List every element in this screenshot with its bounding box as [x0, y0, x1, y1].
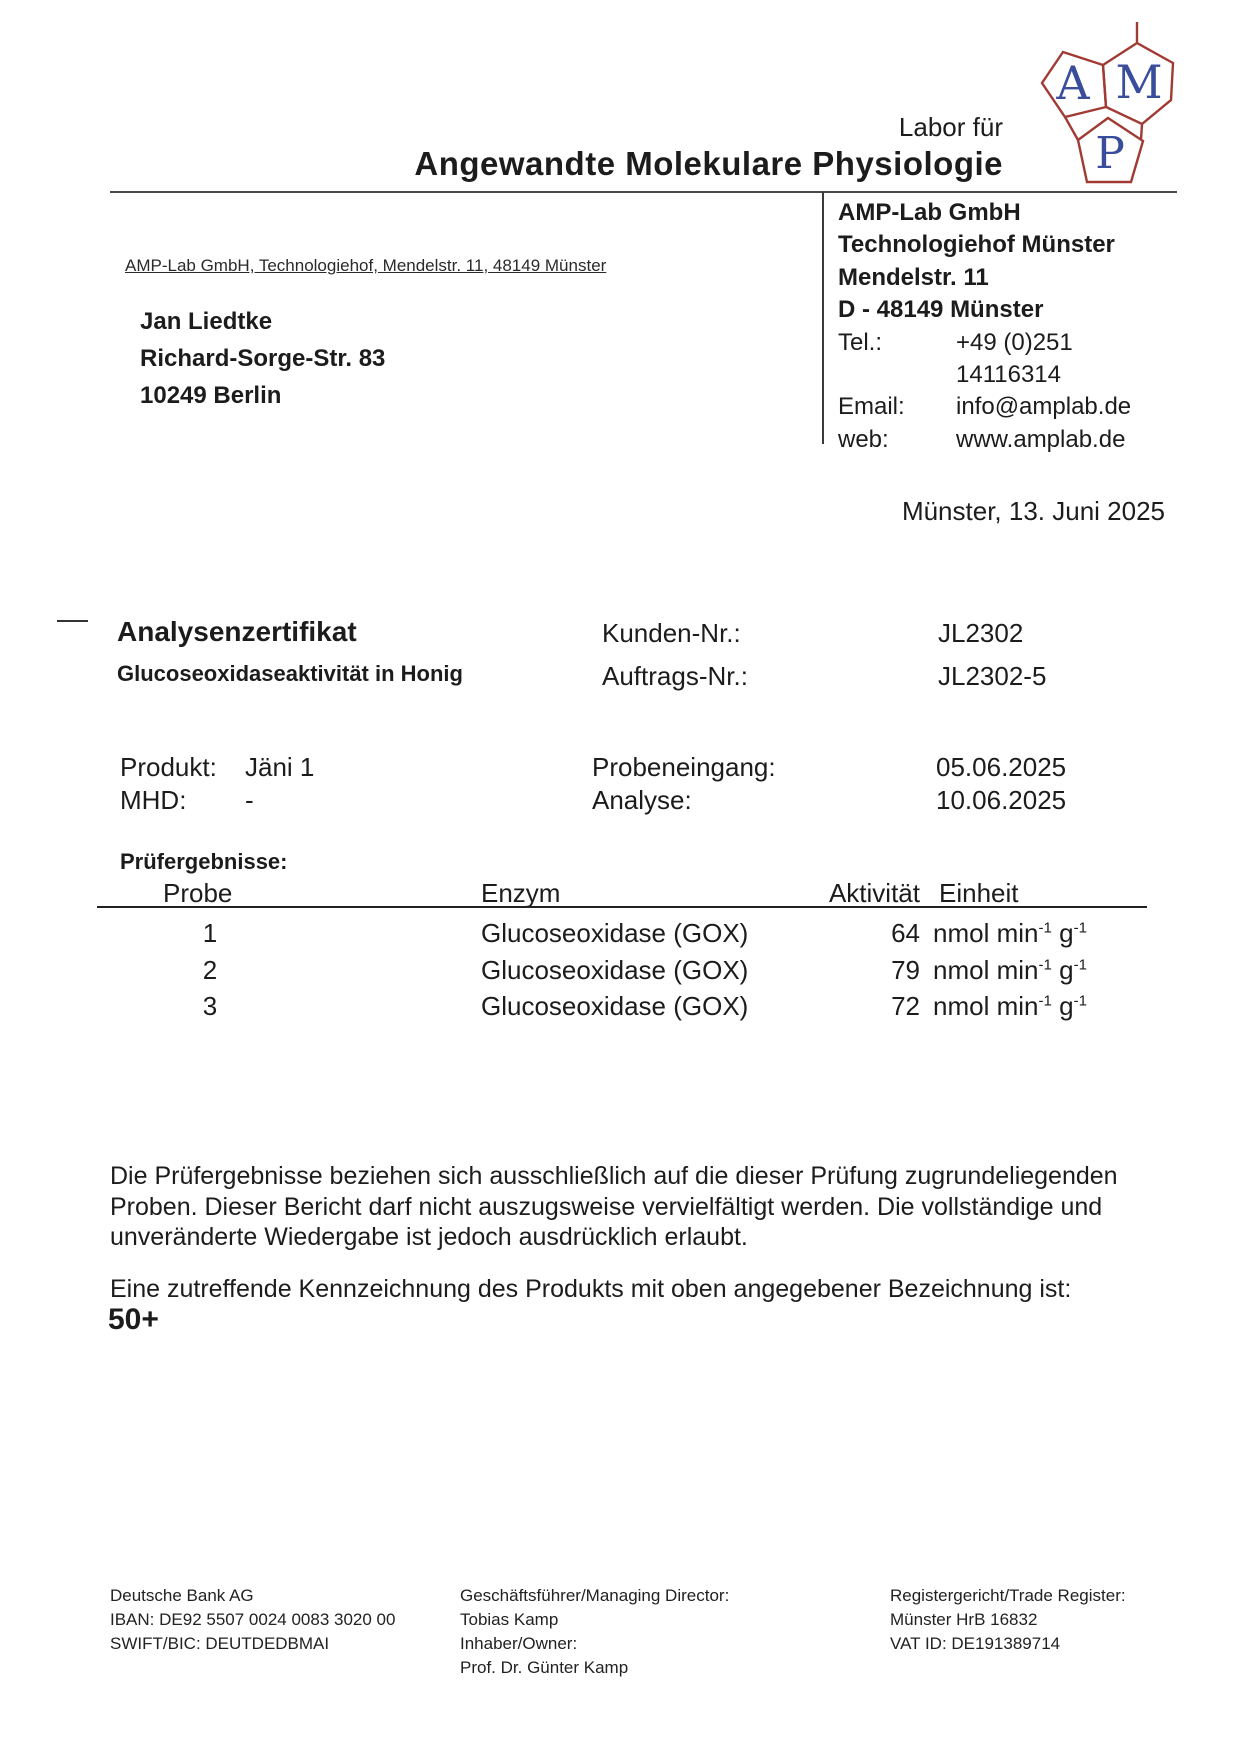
cell-einheit — [933, 955, 1087, 986]
cell-aktivitaet: 72 — [891, 991, 920, 1021]
address-divider-line — [822, 192, 824, 444]
cell-enzym: Glucoseoxidase (GOX) — [481, 918, 749, 948]
footer-owner-label: Inhaber/Owner: — [460, 1634, 578, 1653]
results-heading: Prüfergebnisse: — [120, 849, 288, 874]
column-header-enzym: Enzym — [481, 878, 561, 908]
tel-value: +49 (0)251 14116314 — [956, 328, 1073, 389]
footer-vat-id: VAT ID: DE191389714 — [890, 1634, 1061, 1653]
recipient-city: 10249 Berlin — [140, 382, 282, 409]
order-no-value: JL2302-5 — [938, 661, 1047, 691]
contact-street: Mendelstr. 11 — [838, 263, 989, 291]
disclaimer-paragraph: Die Prüfergebnisse beziehen sich ausschließlich auf die dieser Prüfung zugrundeliegenden Proben. Dieser Bericht darf nicht auszugsweise vervielfältigt werden. Die vollständige und unveränderte Wiedergabe ist jedoch ausdrücklich erlaubt. — [110, 1162, 1118, 1251]
order-no-label: Auftrags-Nr.: — [602, 661, 748, 691]
unit-base: g — [1051, 991, 1074, 1021]
footer-owner-name: Prof. Dr. Günter Kamp — [460, 1658, 629, 1677]
contact-email-row — [838, 391, 1183, 423]
recipient-street: Richard-Sorge-Str. 83 — [140, 345, 386, 372]
fold-mark — [57, 620, 88, 622]
unit-exponent: -1 — [1038, 919, 1052, 937]
footer-register-label: Registergericht/Trade Register: — [890, 1586, 1126, 1605]
certificate-title: Analysenzertifikat — [117, 616, 357, 647]
footer-director-label: Geschäftsführer/Managing Director: — [460, 1586, 730, 1605]
cell-einheit — [933, 918, 1087, 949]
cell-einheit — [933, 991, 1087, 1022]
logo-letter-m: M — [1115, 55, 1163, 109]
amp-lab-logo-icon — [1035, 5, 1180, 185]
unit-base: nmol min — [933, 918, 1039, 948]
footer-register-value: Münster HrB 16832 — [890, 1610, 1038, 1629]
lab-tagline: Labor für — [898, 112, 1003, 142]
cell-aktivitaet: 64 — [891, 918, 920, 948]
contact-site: Technologiehof Münster — [838, 231, 1115, 259]
unit-base: g — [1051, 955, 1074, 985]
analysis-date-label: Analyse: — [592, 785, 692, 815]
logo-connector-left-icon — [1065, 117, 1078, 140]
logo-letter-p: P — [1095, 128, 1125, 179]
email-value: info@amplab.de — [956, 393, 1132, 421]
cell-enzym: Glucoseoxidase (GOX) — [481, 955, 749, 985]
logo-letter-a: A — [1056, 56, 1090, 110]
labeling-statement: Eine zutreffende Kennzeichnung des Produkts mit oben angegebener Bezeichnung ist: — [110, 1275, 1072, 1303]
unit-exponent: -1 — [1073, 919, 1088, 937]
customer-no-value: JL2302 — [938, 618, 1024, 648]
product-value: Jäni 1 — [245, 752, 315, 782]
footer-bank-name: Deutsche Bank AG — [110, 1586, 254, 1605]
place-date-line: Münster, 13. Juni 2025 — [901, 496, 1165, 526]
tel-label: Tel.: — [838, 328, 883, 356]
footer-bank-column — [110, 1584, 395, 1656]
column-header-probe: Probe — [163, 878, 233, 908]
letterhead — [414, 110, 1003, 184]
table-header-rule — [97, 906, 1147, 908]
certificate-subtitle: Glucoseoxidaseaktivität in Honig — [117, 661, 463, 686]
contact-tel-row — [838, 327, 1183, 392]
lab-contact-block — [838, 197, 1183, 456]
web-value: www.amplab.de — [956, 425, 1126, 453]
contact-web-row — [838, 424, 1183, 456]
footer-management-column — [460, 1584, 729, 1680]
lab-title: Angewandte Molekulare Physiologie — [414, 145, 1003, 182]
footer-iban: IBAN: DE92 5507 0024 0083 3020 00 — [110, 1610, 396, 1629]
unit-base: g — [1051, 918, 1074, 948]
sender-return-address: AMP-Lab GmbH, Technologiehof, Mendelstr. 11, 48149 Münster — [125, 256, 607, 275]
cell-enzym: Glucoseoxidase (GOX) — [481, 991, 749, 1021]
product-label: Produkt: — [120, 752, 217, 782]
unit-base: nmol min — [933, 955, 1039, 985]
recipient-name: Jan Liedtke — [140, 308, 273, 335]
mhd-value: - — [245, 785, 254, 815]
sample-received-value: 05.06.2025 — [936, 752, 1067, 782]
recipient-address — [140, 303, 385, 414]
unit-exponent: -1 — [1073, 956, 1088, 974]
contact-company: AMP-Lab GmbH — [838, 199, 1021, 226]
footer-swift: SWIFT/BIC: DEUTDEDBMAI — [110, 1634, 330, 1653]
unit-exponent: -1 — [1073, 992, 1088, 1010]
customer-no-label: Kunden-Nr.: — [602, 618, 741, 648]
unit-base: nmol min — [933, 991, 1039, 1021]
logo-connector-right-icon — [1141, 124, 1142, 140]
footer-director-name: Tobias Kamp — [460, 1610, 559, 1629]
labeling-value: 50+ — [108, 1303, 159, 1336]
cell-aktivitaet: 79 — [891, 955, 920, 985]
unit-exponent: -1 — [1038, 956, 1052, 974]
email-label: Email: — [838, 393, 905, 421]
analysis-date-value: 10.06.2025 — [936, 785, 1067, 815]
cell-probe: 3 — [202, 991, 218, 1021]
column-header-einheit: Einheit — [939, 878, 1019, 908]
cell-probe: 1 — [202, 918, 218, 948]
column-header-aktivitaet: Aktivität — [828, 878, 920, 908]
letterhead-rule — [110, 191, 1177, 193]
sample-received-label: Probeneingang: — [592, 752, 776, 782]
web-label: web: — [838, 425, 889, 453]
unit-exponent: -1 — [1038, 992, 1052, 1010]
contact-city: D - 48149 Münster — [838, 296, 1044, 324]
mhd-label: MHD: — [120, 785, 187, 815]
footer-register-column — [890, 1584, 1126, 1656]
cell-probe: 2 — [202, 955, 218, 985]
